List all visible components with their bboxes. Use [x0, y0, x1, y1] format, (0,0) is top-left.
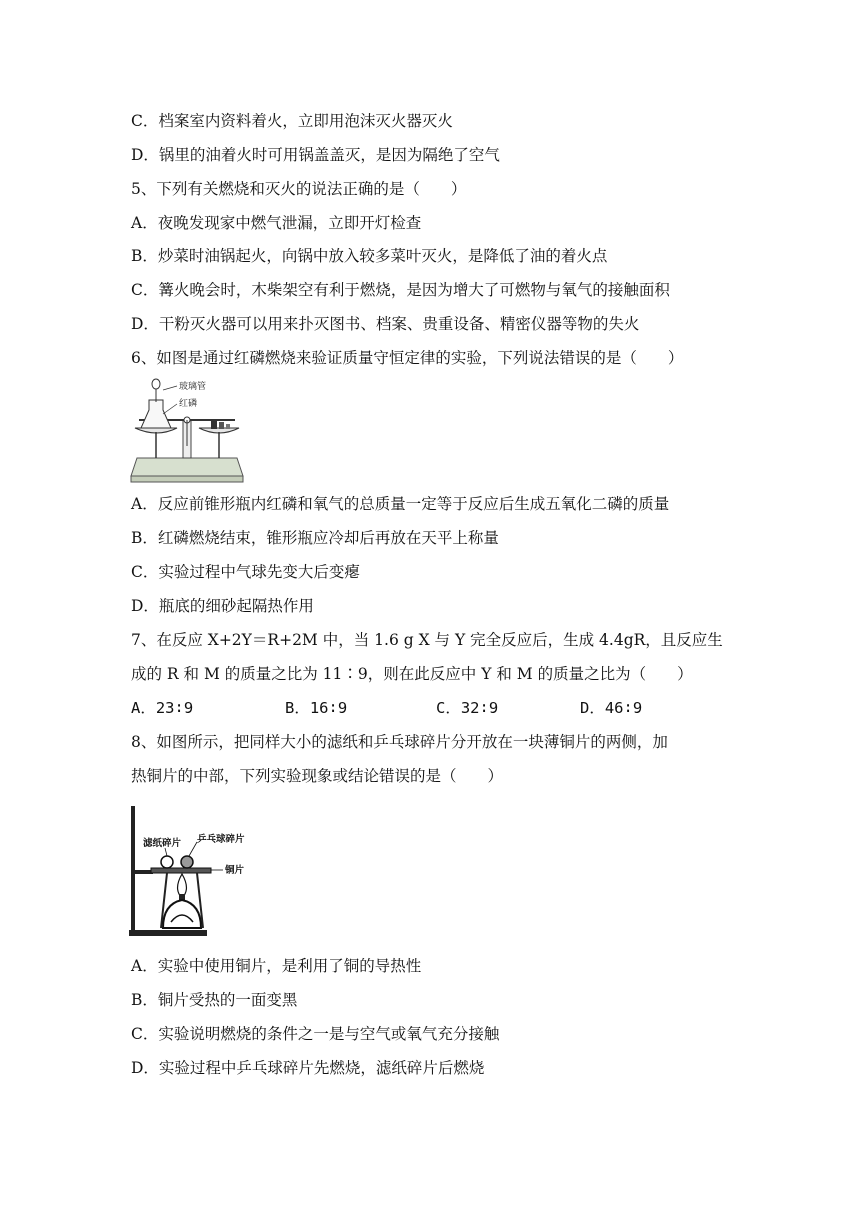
- balance-figure: [127, 376, 247, 484]
- question-6-stem: 6、如图是通过红磷燃烧来验证质量守恒定律的实验，下列说法错误的是（ ）: [131, 349, 684, 367]
- label-glass-tube: 玻璃管: [179, 382, 207, 392]
- question-8-option-a: A．实验中使用铜片，是利用了铜的导热性: [131, 957, 422, 975]
- question-6-option-d: D．瓶底的细砂起隔热作用: [131, 597, 314, 615]
- question-5-option-a: A．夜晚发现家中燃气泄漏，立即开灯检查: [131, 214, 422, 232]
- question-8-option-d: D．实验过程中乒乓球碎片先燃烧，滤纸碎片后燃烧: [131, 1059, 485, 1077]
- question-8-option-b: B．铜片受热的一面变黑: [131, 991, 298, 1009]
- question-8-option-c: C．实验说明燃烧的条件之一是与空气或氧气充分接触: [131, 1025, 500, 1043]
- question-6-option-b: B．红磷燃烧结束，锥形瓶应冷却后再放在天平上称量: [131, 529, 499, 547]
- question-6-option-c: C．实验过程中气球先变大后变瘪: [131, 563, 360, 581]
- question-7-option-b: B．16∶9: [285, 699, 348, 717]
- question-7-stem-line1: 7、在反应 X+2Y＝R+2M 中，当 1.6 g X 与 Y 完全反应后，生成 4.4gR，且反应生: [131, 631, 723, 649]
- label-filter-paper: 滤纸碎片: [143, 838, 182, 849]
- question-line: C．档案室内资料着火，立即用泡沫灭火器灭火: [131, 112, 453, 130]
- label-copper-plate: 铜片: [225, 865, 245, 876]
- copper-plate-figure: [127, 800, 267, 940]
- question-8-stem-line1: 8、如图所示，把同样大小的滤纸和乒乓球碎片分开放在一块薄铜片的两侧，加: [131, 733, 668, 751]
- label-red-phosphorus: 红磷: [179, 399, 198, 409]
- copper-plate-illustration: [127, 800, 267, 940]
- balance-illustration: [127, 376, 247, 484]
- question-5-option-b: B．炒菜时油锅起火，向锅中放入较多菜叶灭火，是降低了油的着火点: [131, 247, 608, 265]
- question-8-stem-line2: 热铜片的中部，下列实验现象或结论错误的是（ ）: [131, 767, 504, 785]
- question-7-option-a: A．23∶9: [131, 699, 194, 717]
- question-5-option-d: D．干粉灭火器可以用来扑灭图书、档案、贵重设备、精密仪器等物的失火: [131, 315, 640, 333]
- question-7-option-c: C．32∶9: [436, 699, 499, 717]
- question-5-option-c: C．篝火晚会时，木柴架空有利于燃烧，是因为增大了可燃物与氧气的接触面积: [131, 281, 670, 299]
- question-7-option-d: D．46∶9: [580, 699, 643, 717]
- question-line: D．锅里的油着火时可用锅盖盖灭，是因为隔绝了空气: [131, 146, 500, 164]
- question-6-option-a: A．反应前锥形瓶内红磷和氧气的总质量一定等于反应后生成五氧化二磷的质量: [131, 495, 670, 513]
- question-5-stem: 5、下列有关燃烧和灭火的说法正确的是（ ）: [131, 180, 467, 198]
- label-ping-pong-piece: 乒乓球碎片: [197, 834, 245, 845]
- question-7-stem-line2: 成的 R 和 M 的质量之比为 11∶9，则在此反应中 Y 和 M 的质量之比为（ ）: [131, 665, 693, 683]
